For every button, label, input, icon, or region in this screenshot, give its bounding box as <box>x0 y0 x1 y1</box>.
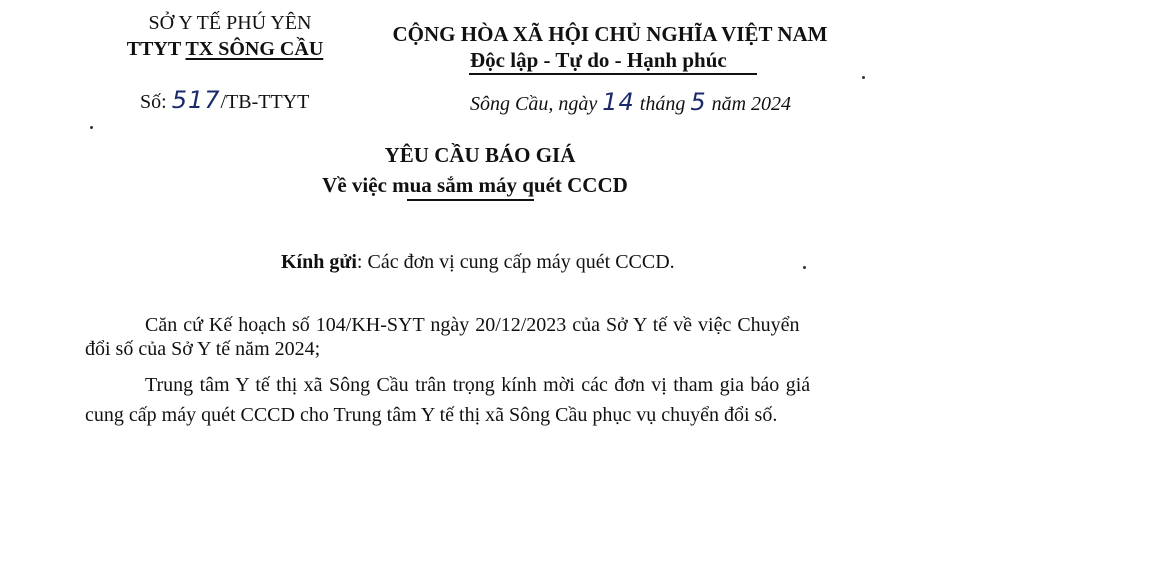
salutation-label: Kính gửi <box>281 251 357 273</box>
issuing-unit <box>105 38 345 61</box>
place-and-date <box>470 88 791 116</box>
motto-underline <box>469 73 757 75</box>
place-date-prefix: Sông Cầu, ngày <box>470 93 603 115</box>
issuing-unit-name: TX SÔNG CẦU <box>185 38 324 60</box>
month-label: tháng <box>634 93 691 115</box>
scan-speck <box>90 126 93 129</box>
month-handwritten: 5 <box>690 88 707 116</box>
document-number-suffix: /TB-TTYT <box>220 91 310 113</box>
paragraph-1-line-2: đổi số của Sở Y tế năm 2024; <box>85 338 321 360</box>
salutation <box>281 251 675 274</box>
document-number-label: Số: <box>140 91 172 113</box>
scan-speck <box>862 76 865 79</box>
paragraph-1-line-1: Căn cứ Kế hoạch số 104/KH-SYT ngày 20/12/2023 của Sở Y tế về việc Chuyển <box>145 314 800 336</box>
issuing-agency: SỞ Y TẾ PHÚ YÊN <box>148 12 312 34</box>
subject-underline <box>407 199 534 201</box>
document-number <box>140 86 309 114</box>
issuing-unit-prefix: TTYT <box>126 38 186 60</box>
document-subject: Về việc mua sắm máy quét CCCD <box>322 173 628 197</box>
paragraph-2-line-2: cung cấp máy quét CCCD cho Trung tâm Y tế thị xã Sông Cầu phục vụ chuyển đổi số. <box>85 404 778 426</box>
year-text: năm 2024 <box>706 93 792 115</box>
paragraph-2-line-1: Trung tâm Y tế thị xã Sông Cầu trân trọng kính mời các đơn vị tham gia báo giá <box>145 374 811 396</box>
national-motto: Độc lập - Tự do - Hạnh phúc <box>470 48 727 72</box>
document-number-handwritten: 517 <box>171 86 221 114</box>
document-title: YÊU CẦU BÁO GIÁ <box>384 143 576 167</box>
scan-speck <box>803 266 806 269</box>
salutation-text: : Các đơn vị cung cấp máy quét CCCD. <box>356 251 675 273</box>
national-title: CỘNG HÒA XÃ HỘI CHỦ NGHĨA VIỆT NAM <box>392 22 828 46</box>
day-handwritten: 14 <box>602 88 635 116</box>
